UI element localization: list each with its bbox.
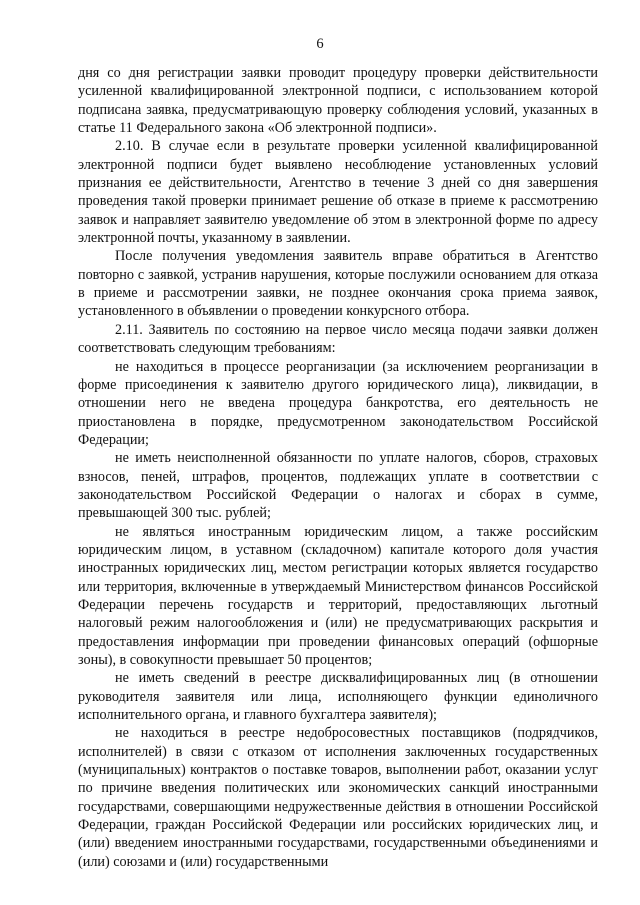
paragraph-resubmission: После получения уведомления заявитель вправе обратиться в Агентство повторно с заявкой, устранив нарушения, которые послужили основанием для отказа в приеме и рассмотрении заявки, не позднее окончания срока приема заявок, установленного в объявлении о проведении конкурсного отбора. <box>78 248 598 320</box>
page-number: 6 <box>316 36 324 52</box>
document-body <box>78 64 598 871</box>
paragraph-2-10: 2.10. В случае если в результате проверки усиленной квалифицированной электронной подписи будет выявлено несоблюдение установленных условий признания ее действительности, Агентство в течение 3 дней со дня завершения проведения такой проверки принимает решение об отказе в приеме к рассмотрению заявок и направляет заявителю уведомление об этом в электронной форме по адресу электронной почты, указанному в заявлении. <box>78 138 598 247</box>
requirement-no-disqualified-persons: не иметь сведений в реестре дисквалифицированных лиц (в отношении руководителя заявителя или лица, исполняющего функции единоличного исполнительного органа, и главного бухгалтера заявителя); <box>78 670 598 724</box>
requirement-not-foreign-entity: не являться иностранным юридическим лицом, а также российским юридическим лицом, в уставном (складочном) капитале которого доля участия иностранных юридических лиц, местом регистрации которых является государство или территория, включенные в утверждаемый Министерством финансов Российской Федерации перечень государств и территорий, предоставляющих льготный налоговый режим налогообложения и (или) не предусматривающих раскрытия и предоставления информации при проведении финансовых операций (офшорные зоны), в совокупности превышает 50 процентов; <box>78 523 598 668</box>
paragraph-2-11: 2.11. Заявитель по состоянию на первое число месяца подачи заявки должен соответствовать следующим требованиям: <box>78 321 598 357</box>
requirement-no-reorganization: не находиться в процессе реорганизации (за исключением реорганизации в форме присоединения к заявителю другого юридического лица), ликвидации, в отношении него не введена процедура банкротства, его деятельность не приостановлена в порядке, предусмотренном законодательством Российской Федерации; <box>78 358 598 448</box>
requirement-no-tax-debt: не иметь неисполненной обязанности по уплате налогов, сборов, страховых взносов, пеней, штрафов, процентов, подлежащих уплате в соответствии с законодательством Российской Федерации о налогах и сборах в сумме, превышающей 300 тыс. рублей; <box>78 450 598 522</box>
paragraph-intro: дня со дня регистрации заявки проводит процедуру проверки действительности усиленной квалифицированной электронной подписи, с использованием которой подписана заявка, предусматривающую проверку соблюдения условий, указанных в статье 11 Федерального закона «Об электронной подписи». <box>78 65 598 137</box>
requirement-not-unfair-supplier: не находиться в реестре недобросовестных поставщиков (подрядчиков, исполнителей) в связи с отказом от исполнения заключенных государственных (муниципальных) контрактов о поставке товаров, выполнении работ, оказании услуг по причине введения политических или экономических санкций иностранными государствами, совершающими недружественные действия в отношении Российской Федерации, граждан Российской Федерации или российских юридических лиц, и (или) введением иностранными государствами, государственными объединениями и (или) союзами и (или) государственными <box>78 725 598 870</box>
